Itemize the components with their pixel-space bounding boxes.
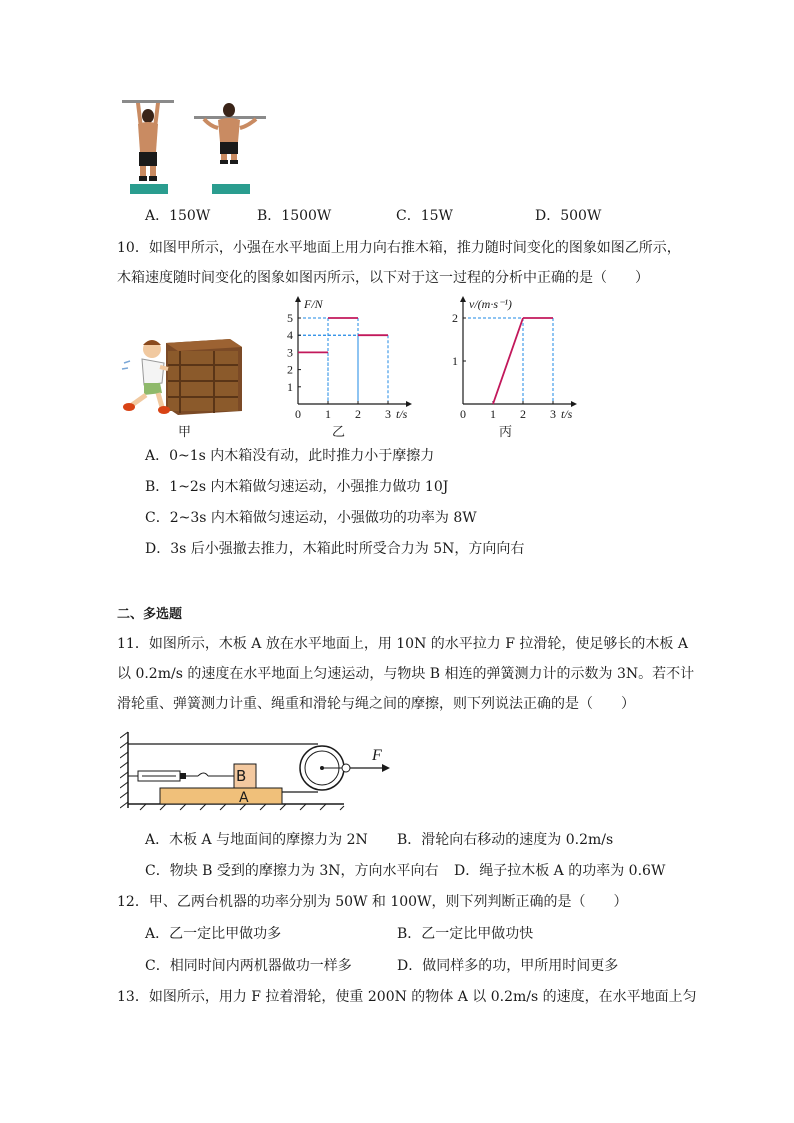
q9-option-d[interactable]: D．500W — [535, 208, 602, 224]
ground — [128, 804, 344, 810]
athlete-hanging — [122, 100, 174, 194]
q12-option-c[interactable]: C．相同时间内两机器做功一样多 — [145, 958, 352, 974]
y-tick-label: 3 — [287, 345, 293, 360]
figure-label-bing: 丙 — [499, 425, 513, 440]
q10-stem-line1: 10．如图甲所示，小强在水平地面上用力向右推木箱，推力随时间变化的图象如图乙所示， — [117, 240, 681, 256]
q10-option-a[interactable]: A．0~1s 内木箱没有动，此时推力小于摩擦力 — [145, 448, 435, 464]
y-axis-label: F/N — [304, 297, 323, 311]
q12-option-a[interactable]: A．乙一定比甲做功多 — [145, 926, 282, 942]
y-tick-label: 2 — [452, 311, 458, 325]
spring-scale — [128, 771, 234, 781]
x-tick-label: 1 — [490, 407, 496, 421]
x-tick-label: 1 — [325, 407, 331, 421]
q11-stem-line1: 11．如图所示，木板 A 放在水平地面上，用 10N 的水平拉力 F 拉滑轮，使足够长的木板 A — [117, 636, 688, 652]
pulley — [300, 746, 350, 790]
figure-label-jia: 甲 — [178, 425, 192, 440]
q12-stem: 12．甲、乙两台机器的功率分别为 50W 和 100W，则下列判断正确的是（ ） — [117, 894, 628, 910]
q10-option-b[interactable]: B．1~2s 内木箱做匀速运动，小强推力做功 10J — [145, 479, 449, 495]
boy-pushing-crate-figure — [118, 333, 250, 417]
q9-option-c[interactable]: C．15W — [396, 208, 453, 224]
force-arrow — [350, 764, 390, 772]
q10-option-c[interactable]: C．2~3s 内木箱做匀速运动，小强做功的功率为 8W — [145, 510, 477, 526]
label-b: B — [236, 767, 247, 785]
athlete-pulled-up — [194, 103, 266, 194]
series-segment — [493, 318, 523, 404]
label-a: A — [239, 790, 249, 806]
velocity-time-chart — [445, 292, 585, 422]
q9-option-a[interactable]: A．150W — [145, 208, 211, 224]
x-tick-label: 3 — [550, 407, 556, 421]
x-axis-label: t/s — [396, 407, 408, 421]
q11-stem-line3: 滑轮重、弹簧测力计重、绳重和滑轮与绳之间的摩擦，则下列说法正确的是（ ） — [117, 696, 635, 712]
pulley-board-figure — [120, 730, 400, 814]
q10-option-d[interactable]: D．3s 后小强撤去推力，木箱此时所受合力为 5N，方向向右 — [145, 541, 525, 557]
figure-label-yi: 乙 — [332, 425, 346, 440]
pull-up-figure — [118, 96, 278, 198]
q11-option-b[interactable]: B．滑轮向右移动的速度为 0.2m/s — [397, 832, 614, 848]
q11-option-d[interactable]: D．绳子拉木板 A 的功率为 0.6W — [454, 863, 666, 879]
y-tick-label: 4 — [287, 328, 293, 343]
q12-option-b[interactable]: B．乙一定比甲做功快 — [397, 926, 534, 942]
section-title: 二、多选题 — [117, 607, 183, 622]
q11-option-c[interactable]: C．物块 B 受到的摩擦力为 3N，方向水平向右 — [145, 863, 439, 879]
force-time-chart — [280, 292, 420, 422]
boy — [122, 340, 170, 414]
y-tick-label: 1 — [452, 354, 458, 368]
q10-stem-line2: 木箱速度随时间变化的图象如图丙所示，以下对于这一过程的分析中正确的是（ ） — [117, 270, 649, 286]
q13-stem-line1: 13．如图所示，用力 F 拉着滑轮，使重 200N 的物体 A 以 0.2m/s 的速度，在水平地面上匀 — [117, 989, 697, 1005]
label-f: F — [372, 747, 382, 764]
board-a — [160, 788, 282, 804]
x-tick-label: 0 — [460, 407, 466, 421]
q11-stem-line2: 以 0.2m/s 的速度在水平地面上匀速运动，与物块 B 相连的弹簧测力计的示数为 3N。若不计 — [117, 666, 695, 682]
q11-option-a[interactable]: A．木板 A 与地面间的摩擦力为 2N — [145, 832, 368, 848]
x-tick-label: 2 — [520, 407, 526, 421]
x-tick-label: 3 — [385, 407, 391, 421]
wall — [120, 732, 128, 808]
x-tick-label: 2 — [355, 407, 361, 421]
x-axis-label: t/s — [561, 407, 573, 421]
y-axis-arrow — [460, 296, 466, 302]
y-tick-label: 5 — [287, 311, 293, 325]
y-tick-label: 1 — [287, 379, 293, 394]
crate — [166, 339, 242, 415]
y-tick-label: 2 — [287, 362, 293, 377]
q9-option-b[interactable]: B．1500W — [257, 208, 332, 224]
x-tick-label: 0 — [295, 407, 301, 421]
q12-option-d[interactable]: D．做同样多的功，甲所用时间更多 — [397, 958, 619, 974]
y-axis-arrow — [295, 296, 301, 302]
y-axis-label: v/(m·s⁻¹) — [469, 297, 512, 311]
